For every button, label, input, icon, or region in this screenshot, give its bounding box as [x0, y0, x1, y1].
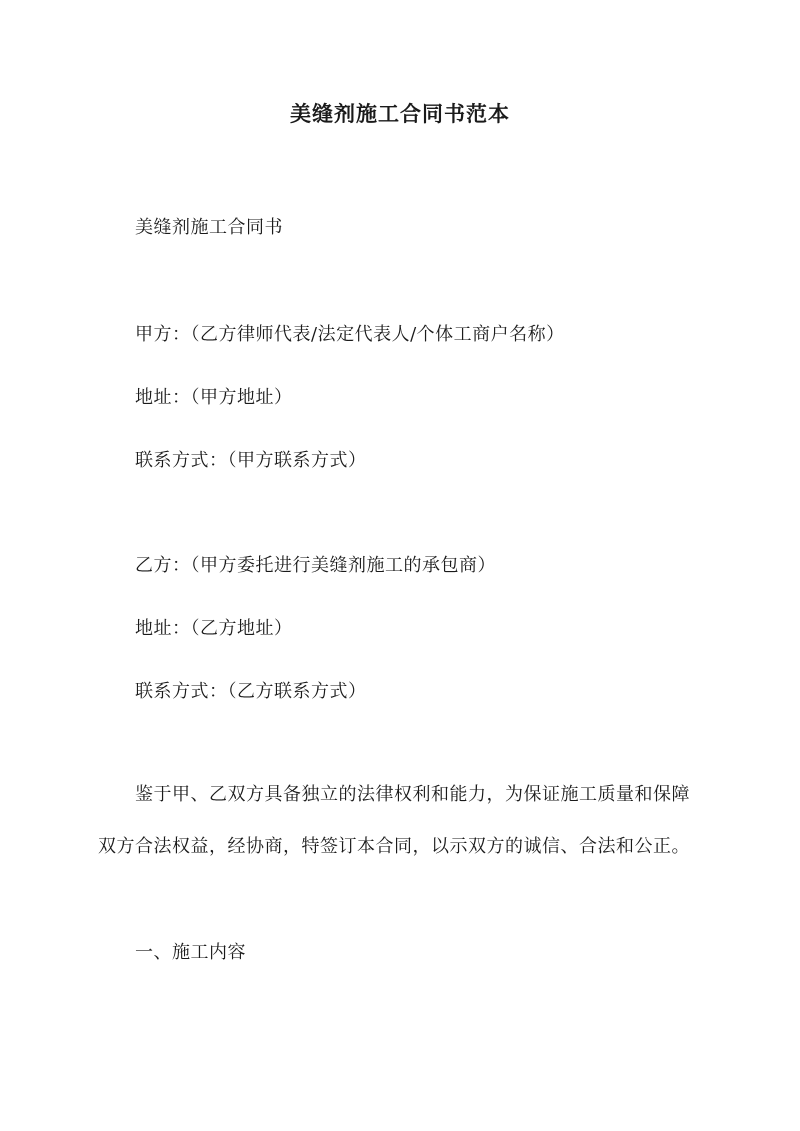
party-b-address: 地址：（乙方地址） — [135, 618, 293, 639]
party-a-name: 甲方：（乙方律师代表/法定代表人/个体工商户名称） — [135, 324, 565, 345]
contract-subtitle: 美缝剂施工合同书 — [135, 217, 283, 238]
preamble-line-1: 鉴于甲、乙双方具备独立的法律权利和能力，为保证施工质量和保障 — [135, 784, 690, 805]
document-title: 美缝剂施工合同书范本 — [290, 101, 510, 126]
section-heading-construction-content: 一、施工内容 — [135, 942, 246, 963]
party-a-address: 地址：（甲方地址） — [135, 387, 293, 408]
preamble-line-2: 双方合法权益，经协商，特签订本合同，以示双方的诚信、合法和公正。 — [98, 836, 690, 857]
party-b-name: 乙方：（甲方委托进行美缝剂施工的承包商） — [135, 555, 496, 576]
party-a-contact: 联系方式：（甲方联系方式） — [135, 450, 367, 471]
party-b-contact: 联系方式：（乙方联系方式） — [135, 681, 367, 702]
